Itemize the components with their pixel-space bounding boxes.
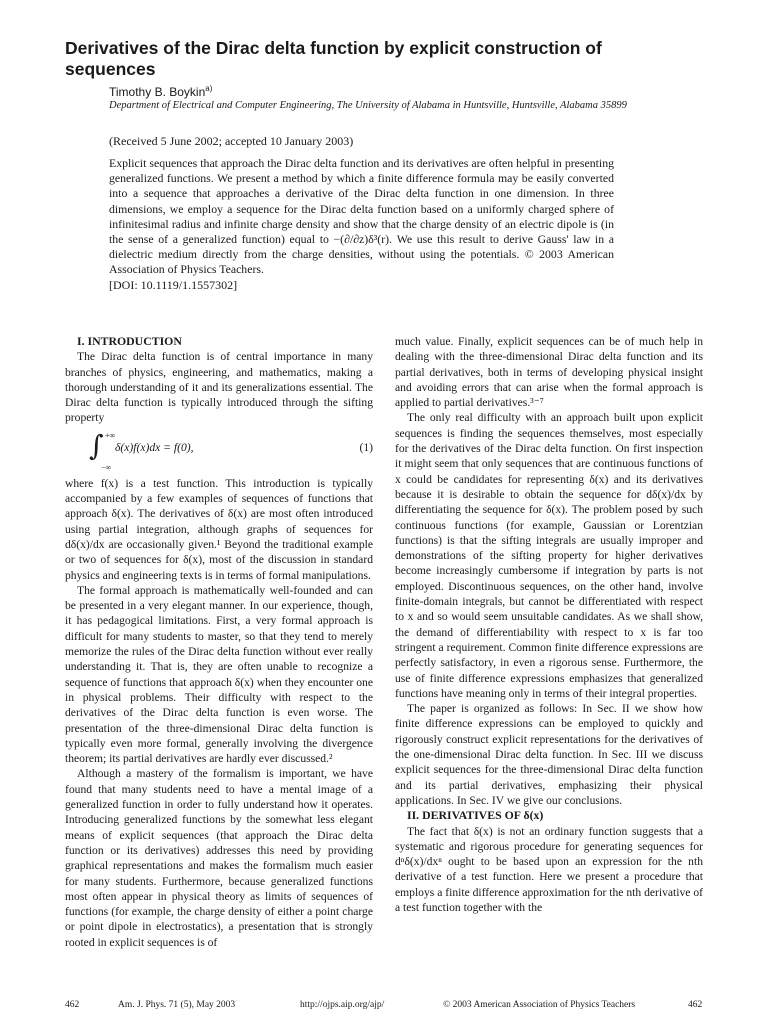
section-heading-introduction: I. INTRODUCTION xyxy=(77,334,182,348)
section-heading-derivatives: II. DERIVATIVES OF δ(x) xyxy=(407,808,544,823)
paragraph: much value. Finally, explicit sequences can be of much help in dealing with the three-dimensional Dirac delta function and its partial derivatives, both in terms of developing physical insight and avoiding errors that can arise when the formal approach is applied to partial derivatives.³⁻⁷ xyxy=(395,335,703,410)
author-footnote-marker: a) xyxy=(205,84,213,93)
paragraph: The formal approach is mathematically well-founded and can be presented in a very elegant manner. In our experience, though, it has pedagogical limitations. First, a very formal approach is difficult for many students to master, so that they tend to merely memorize the rules of the Dirac delta function without ever really understanding it. That is, they are often unable to recognize a sequence of functions that approach δ(x) when they encounter one in physical problems. Their difficulty with respect to the derivatives of the Dirac delta function is even worse. The presentation of the three-dimensional Dirac delta function is typically even more formal, generally involving the divergence theorem; its partial derivatives are hardly ever discussed.² xyxy=(65,583,373,766)
received-dates: (Received 5 June 2002; accepted 10 January 2003) xyxy=(109,134,354,148)
author-name: Timothy B. Boykin xyxy=(109,85,206,99)
paragraph: The paper is organized as follows: In Sec. II we show how finite difference expressions can be employed to quickly and rigorously construct explicit representations for the derivatives of the one-dimensional Dirac delta function. In Sec. III we discuss explicit sequences for the three-dimensional Dirac delta function and its partial derivatives, emphasizing their physical applications. In Sec. IV we give our conclusions. xyxy=(395,702,703,807)
integral-lower-limit: −∞ xyxy=(101,462,112,472)
paragraph: where f(x) is a test function. This introduction is typically accompanied by a few examples of sequences of functions that approach δ(x). The derivatives of δ(x) are most often introduced using partial integration, although graphs of sequences for dδ(x)/dx are occasionally given.¹ Beyond the traditional example or two of sequences for δ(x), most of the discussion in standard physics and engineering texts is in terms of formal manipulations. xyxy=(65,476,373,582)
right-column xyxy=(395,334,703,915)
equation-body: δ(x)f(x)dx = f(0), xyxy=(115,440,194,454)
paragraph: The Dirac delta function is of central importance in many branches of physics, engineering, and mathematics, making a thorough understanding of it and its generalizations essential. The Dirac delta function is typically introduced through the sifting property xyxy=(65,350,373,425)
footer-url-link[interactable]: http://ojps.aip.org/ajp/ xyxy=(300,1000,385,1010)
footer-page-number-left: 462 xyxy=(65,1000,80,1010)
article-title: Derivatives of the Dirac delta function by explicit construction of sequences xyxy=(65,38,602,79)
left-column xyxy=(65,334,373,950)
equation-number: (1) xyxy=(359,440,373,454)
paragraph: Although a mastery of the formalism is important, we have found that many students need to have a mental image of a generalized function in order to fully understand how it operates. Introducing generalized functions by the somewhat less elegant means of explicit sequences (that approach the Dirac delta function or its derivatives) addresses this need by providing graphical representations and makes the formalism much easier for many students. Furthermore, because generalized functions most often appear in physical theory as limits of sequences of functions (for example, the charge density of either a point charge or point dipole in electrostatics), a presentation that is strongly rooted in explicit sequences is of xyxy=(65,767,373,949)
paragraph: The fact that δ(x) is not an ordinary function suggests that a systematic and rigorous procedure for generating sequences for dⁿδ(x)/dxⁿ ought to be based upon an expression for the nth derivative of a test function. Here we present a procedure that employs a finite difference approximation for the nth derivative of a test function together with the xyxy=(395,824,703,914)
integral-sign: ∫ xyxy=(89,428,104,462)
doi-link[interactable]: [DOI: 10.1119/1.1557302] xyxy=(109,278,238,292)
paragraph: The only real difficulty with an approach built upon explicit sequences is finding the sequences themselves, most especially for the derivatives of the Dirac delta function. On first inspection it might seem that only sequences that are continuous functions of x could be candidates for representing δ(x) and its derivatives because it is desirable to obtain the sequence for dδ(x)/dx by differentiating the sequence for δ(x). The problem posed by such continuous functions (for example, Gaussian or Lorentzian functions) is that the sifting integrals are usually improper and demonstrations of the sifting property for higher derivatives become increasingly cumbersome if integration by parts is not employed. Discontinuous sequences, on the other hand, involve finite-domain integrals, but cannot be differentiated with respect to x and so would seem unsuitable candidates. As we shall show, the demand of differentiability with respect to x is far too stringent a requirement. Common finite difference expressions are perfectly satisfactory, in even a rigorous sense. Furthermore, the use of finite difference expressions emphasizes that generalized functions have meaning only in terms of their integral properties. xyxy=(395,411,703,700)
footer-copyright: © 2003 American Association of Physics Teachers xyxy=(443,1000,636,1010)
author-line xyxy=(109,84,212,99)
equation-1 xyxy=(65,430,373,470)
author-affiliation: Department of Electrical and Computer Engineering, The University of Alabama in Huntsville, Huntsville, Alabama 35899 xyxy=(109,100,627,111)
abstract: Explicit sequences that approach the Dirac delta function and its derivatives are often helpful in presenting generalized functions. We present a method by which a finite difference formula may be easily converted into a sequence that approaches a derivative of the Dirac delta function in one dimension. In three dimensions, we employ a sequence for the Dirac delta function based on a uniformly charged sphere of infinitesimal radius and infinite charge density and show that the charge density of an electric dipole is (in the sense of a generalized function) equal to −(∂/∂z)δ³(r). We use this result to derive Gauss' law in a dielectric medium directly from the charge densities, without using the potentials. © 2003 American Association of Physics Teachers. xyxy=(109,156,614,277)
footer-page-number-right: 462 xyxy=(688,1000,703,1010)
integral-upper-limit: +∞ xyxy=(105,430,116,440)
footer-journal-citation: Am. J. Phys. 71 (5), May 2003 xyxy=(118,1000,236,1010)
